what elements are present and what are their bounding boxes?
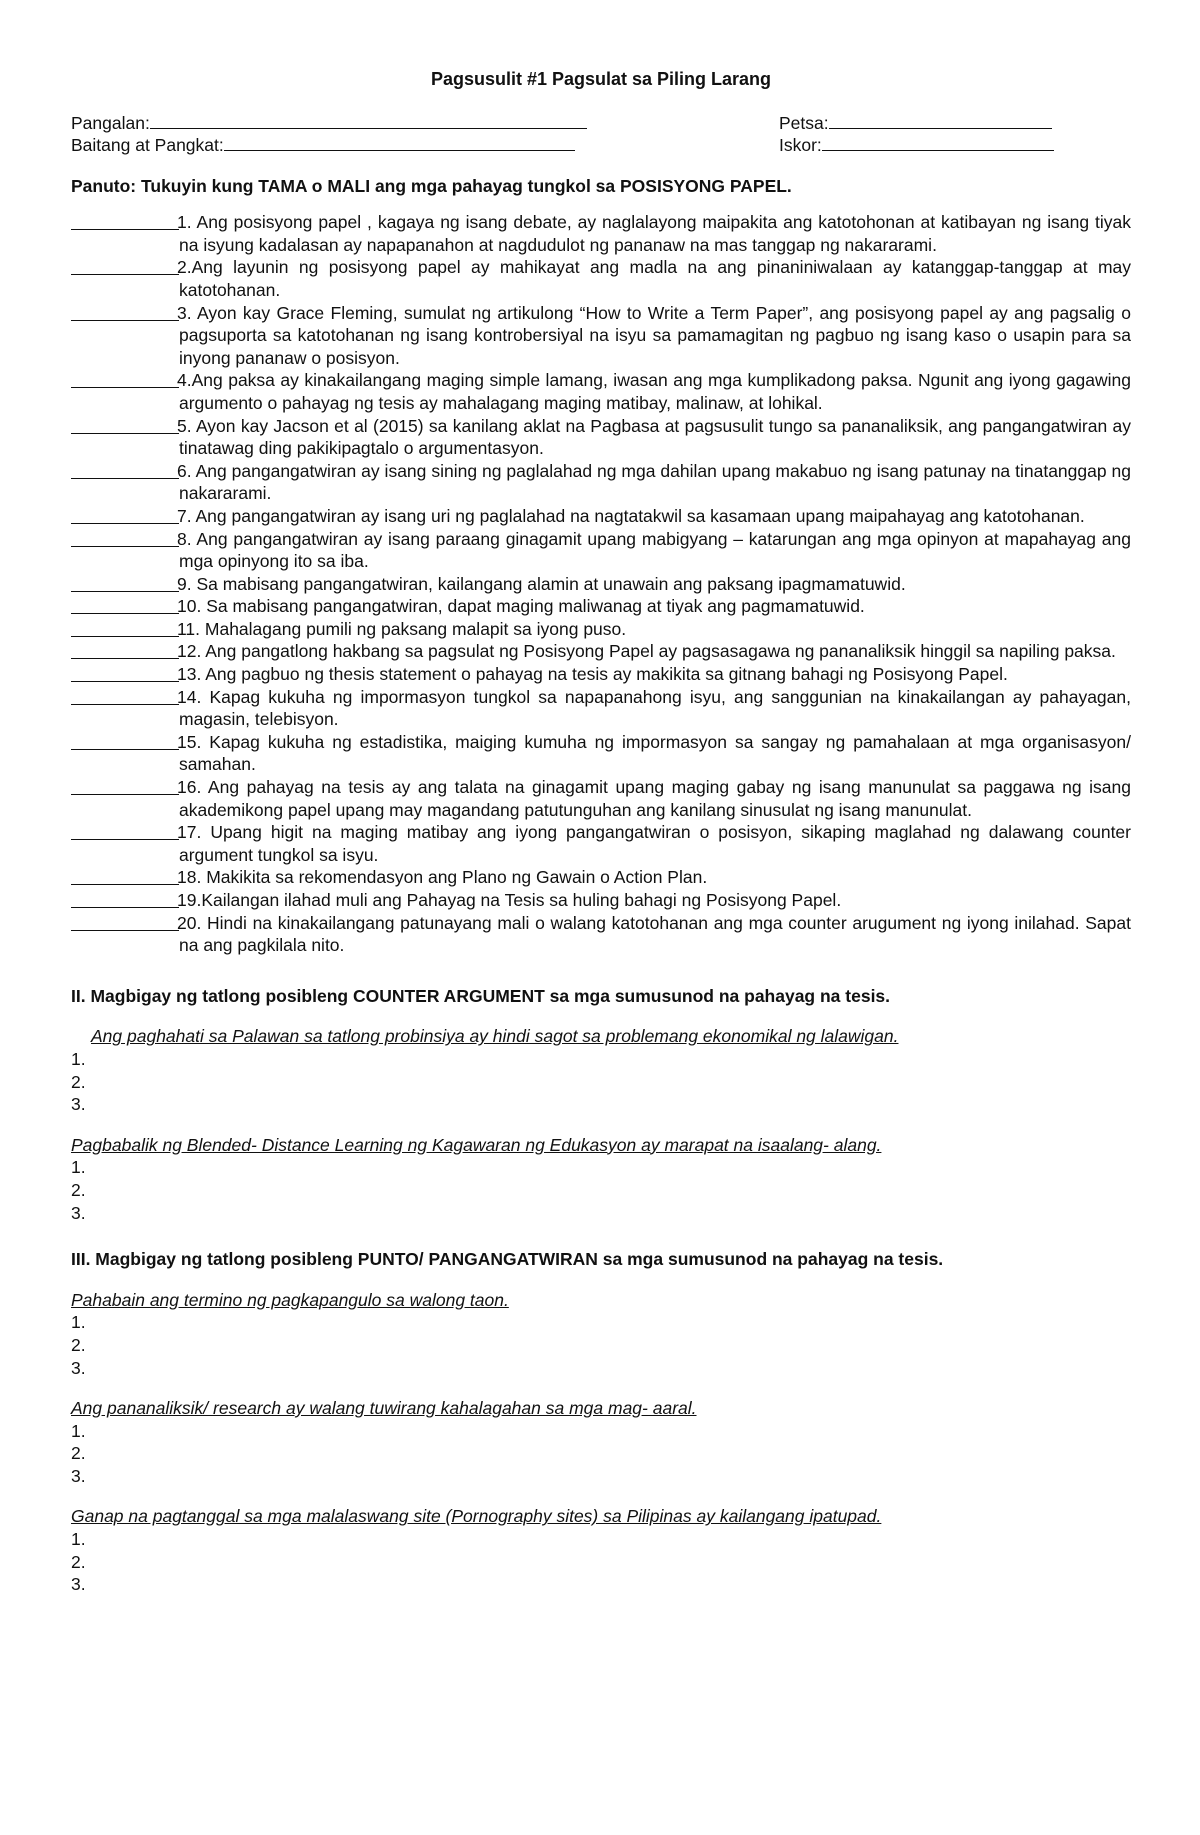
item-text: 15. Kapag kukuha ng estadistika, maiging kumuha ng impormasyon sa sangay ng pamahalaan at mga organisasyon/ samahan. xyxy=(177,731,1131,775)
tf-item xyxy=(71,640,1131,663)
item-text: 13. Ang pagbuo ng thesis statement o pahayag na tesis ay makikita sa gitnang bahagi ng Posisyong Papel. xyxy=(177,664,1008,685)
tf-item xyxy=(71,211,1131,256)
item-text: 6. Ang pangangatwiran ay isang sining ng paglalahad ng mga dahilan upang makabuo ng isang patunay na tinatanggap ng nakararami. xyxy=(177,460,1131,504)
answer-blank[interactable] xyxy=(71,821,179,840)
item-text: 19.Kailangan ilahad muli ang Pahayag na Tesis sa huling bahagi ng Posisyong Papel. xyxy=(177,890,842,910)
thesis-group xyxy=(71,1025,1131,1115)
name-field xyxy=(71,111,587,135)
tf-item xyxy=(71,889,1131,912)
thesis-statement: Pahabain ang termino ng pagkapangulo sa walong taon. xyxy=(71,1289,509,1310)
thesis-group xyxy=(71,1289,1131,1379)
item-text: 4.Ang paksa ay kinakailangang maging simple lamang, iwasan ang mga kumplikadong paksa. Ngunit ang iyong gagawing argumento o pahayag ng tesis ay mahalagang maging matibay, malinaw, at lohikal. xyxy=(177,370,1131,413)
answer-line-1[interactable]: 1. xyxy=(71,1048,86,1069)
answer-line-3[interactable]: 3. xyxy=(71,1202,86,1223)
tf-item xyxy=(71,505,1131,528)
tf-item xyxy=(71,460,1131,505)
answer-blank[interactable] xyxy=(71,618,179,637)
answer-blank[interactable] xyxy=(71,776,179,795)
answer-line-1[interactable]: 1. xyxy=(71,1529,86,1550)
answer-line-2[interactable]: 2. xyxy=(71,1071,86,1092)
score-field xyxy=(779,133,1054,157)
answer-line-3[interactable]: 3. xyxy=(71,1357,86,1378)
tf-item xyxy=(71,415,1131,460)
tf-item xyxy=(71,731,1131,776)
item-text: 17. Upang higit na maging matibay ang iyong pangangatwiran o posisyon, sikaping maglahad ng dalawang counter argument tungkol sa isyu. xyxy=(177,822,1131,865)
grade-field xyxy=(71,133,575,157)
item-text: 5. Ayon kay Jacson et al (2015) sa kanilang aklat na Pagbasa at pagsusulit tungo sa pananaliksik, ang pangangatwiran ay tinatawag ding pakikipagtalo o argumentasyon. xyxy=(177,415,1131,459)
answer-blank[interactable] xyxy=(71,640,179,659)
answer-blank[interactable] xyxy=(71,302,179,321)
answer-line-2[interactable]: 2. xyxy=(71,1443,86,1464)
tf-item xyxy=(71,369,1131,414)
answer-blank[interactable] xyxy=(71,573,179,592)
tf-item xyxy=(71,866,1131,889)
item-text: 8. Ang pangangatwiran ay isang paraang ginagamit upang mabigyang – katarungan ang mga opinyon at mapahayag ang mga opinyong ito sa iba. xyxy=(177,528,1131,572)
item-text: 9. Sa mabisang pangangatwiran, kailangang alamin at unawain ang paksang ipagmamatuwid. xyxy=(177,573,906,594)
exam-title: Pagsusulit #1 Pagsulat sa Piling Larang xyxy=(430,69,772,89)
item-text: 7. Ang pangangatwiran ay isang uri ng paglalahad na nagtatakwil sa kasamaan upang maipahayag ang katotohanan. xyxy=(177,505,1085,526)
part2-groups xyxy=(71,1025,1131,1224)
tf-item xyxy=(71,686,1131,731)
answer-blank[interactable] xyxy=(71,256,179,275)
item-text: 12. Ang pangatlong hakbang sa pagsulat ng Posisyong Papel ay pagsasagawa ng pananaliksik hinggil sa napiling paksa. xyxy=(177,641,1116,662)
answer-line-1[interactable]: 1. xyxy=(71,1157,86,1178)
answer-blank[interactable] xyxy=(71,505,179,524)
exam-page xyxy=(71,68,1131,1596)
item-text: 10. Sa mabisang pangangatwiran, dapat maging maliwanag at tiyak ang pagmamatuwid. xyxy=(177,596,865,617)
thesis-group xyxy=(71,1505,1131,1595)
answer-line-1[interactable]: 1. xyxy=(71,1312,86,1333)
answer-blank[interactable] xyxy=(71,211,179,230)
item-text: 2.Ang layunin ng posisyong papel ay mahikayat ang madla na ang pinaniniwalaan ay katanggap-tanggap at may katotohanan. xyxy=(177,257,1131,300)
answer-blank[interactable] xyxy=(71,595,179,614)
true-false-items xyxy=(71,211,1131,957)
answer-line-2[interactable]: 2. xyxy=(71,1551,86,1572)
item-text: 18. Makikita sa rekomendasyon ang Plano ng Gawain o Action Plan. xyxy=(177,867,708,888)
answer-blank[interactable] xyxy=(71,866,179,885)
name-blank[interactable] xyxy=(150,111,587,129)
item-text: 20. Hindi na kinakailangang patunayang mali o walang katotohanan ang mga counter arugument ng iyong inilahad. Sapat na ang pagkilala nito. xyxy=(177,912,1131,956)
answer-blank[interactable] xyxy=(71,460,179,479)
answer-blank[interactable] xyxy=(71,415,179,434)
thesis-group xyxy=(71,1397,1131,1487)
grade-label: Baitang at Pangkat: xyxy=(71,134,224,155)
item-text: 3. Ayon kay Grace Fleming, sumulat ng artikulong “How to Write a Term Paper”, ang posisyong papel ay ang pagsalig o pagsuporta sa katotohanan ng isang kontrobersiyal na isyu sa pamamagitan ng pagbuo ng isang kaso o usapin para sa inyong pananaw o posisyon. xyxy=(177,302,1131,368)
tf-item xyxy=(71,595,1131,618)
date-field xyxy=(779,111,1052,135)
tf-item xyxy=(71,573,1131,596)
part3-heading: III. Magbigay ng tatlong posibleng PUNTO/ PANGANGATWIRAN sa mga sumusunod na pahayag na tesis. xyxy=(71,1249,944,1270)
date-label: Petsa: xyxy=(779,112,829,133)
item-text: 11. Mahalagang pumili ng paksang malapit sa iyong puso. xyxy=(177,618,627,639)
answer-line-2[interactable]: 2. xyxy=(71,1334,86,1355)
answer-blank[interactable] xyxy=(71,369,179,388)
answer-line-3[interactable]: 3. xyxy=(71,1574,86,1595)
student-info xyxy=(71,111,1131,157)
answer-blank[interactable] xyxy=(71,528,179,547)
answer-blank[interactable] xyxy=(71,889,179,908)
score-label: Iskor: xyxy=(779,134,822,155)
answer-blank[interactable] xyxy=(71,731,179,750)
part1-instruction: Panuto: Tukuyin kung TAMA o MALI ang mga pahayag tungkol sa POSISYONG PAPEL. xyxy=(71,175,792,196)
grade-blank[interactable] xyxy=(224,133,575,151)
tf-item xyxy=(71,618,1131,641)
tf-item xyxy=(71,776,1131,821)
thesis-statement: Pagbabalik ng Blended- Distance Learning ng Kagawaran ng Edukasyon ay marapat na isaalang- alang. xyxy=(71,1134,882,1155)
answer-line-3[interactable]: 3. xyxy=(71,1465,86,1486)
tf-item xyxy=(71,528,1131,573)
date-blank[interactable] xyxy=(829,111,1052,129)
item-text: 16. Ang pahayag na tesis ay ang talata na ginagamit upang maging gabay ng isang manunulat sa paggawa ng isang akademikong papel upang may magandang patutunguhan ang kanilang sinusulat ng isang manunulat. xyxy=(177,777,1131,820)
name-label: Pangalan: xyxy=(71,112,150,133)
answer-line-2[interactable]: 2. xyxy=(71,1179,86,1200)
score-blank[interactable] xyxy=(822,133,1054,151)
part3-groups xyxy=(71,1289,1131,1596)
answer-blank[interactable] xyxy=(71,686,179,705)
answer-blank[interactable] xyxy=(71,663,179,682)
tf-item xyxy=(71,821,1131,866)
tf-item xyxy=(71,912,1131,957)
answer-blank[interactable] xyxy=(71,912,179,931)
tf-item xyxy=(71,302,1131,370)
answer-line-1[interactable]: 1. xyxy=(71,1420,86,1441)
tf-item xyxy=(71,256,1131,301)
thesis-statement: Ang pananaliksik/ research ay walang tuwirang kahalagahan sa mga mag- aaral. xyxy=(71,1398,697,1419)
thesis-group xyxy=(71,1134,1131,1224)
thesis-statement: Ang paghahati sa Palawan sa tatlong probinsiya ay hindi sagot sa problemang ekonomikal ng lalawigan. xyxy=(91,1026,899,1047)
thesis-statement: Ganap na pagtanggal sa mga malalaswang site (Pornography sites) sa Pilipinas ay kailangang ipatupad. xyxy=(71,1506,882,1527)
item-text: 1. Ang posisyong papel , kagaya ng isang debate, ay naglalayong maipakita ang katotohonan at katibayan ng isang tiyak na isyung kadalasan ay napapanahon at nagdudulot ng pananaw na mas tanggap ng nakararami. xyxy=(177,212,1131,255)
part2-heading: II. Magbigay ng tatlong posibleng COUNTER ARGUMENT sa mga sumusunod na pahayag na tesis. xyxy=(71,985,891,1006)
tf-item xyxy=(71,663,1131,686)
answer-line-3[interactable]: 3. xyxy=(71,1094,86,1115)
item-text: 14. Kapag kukuha ng impormasyon tungkol sa napapanahong isyu, ang sanggunian na kinakailangan ay pahayagan, magasin, telebisyon. xyxy=(177,686,1131,730)
